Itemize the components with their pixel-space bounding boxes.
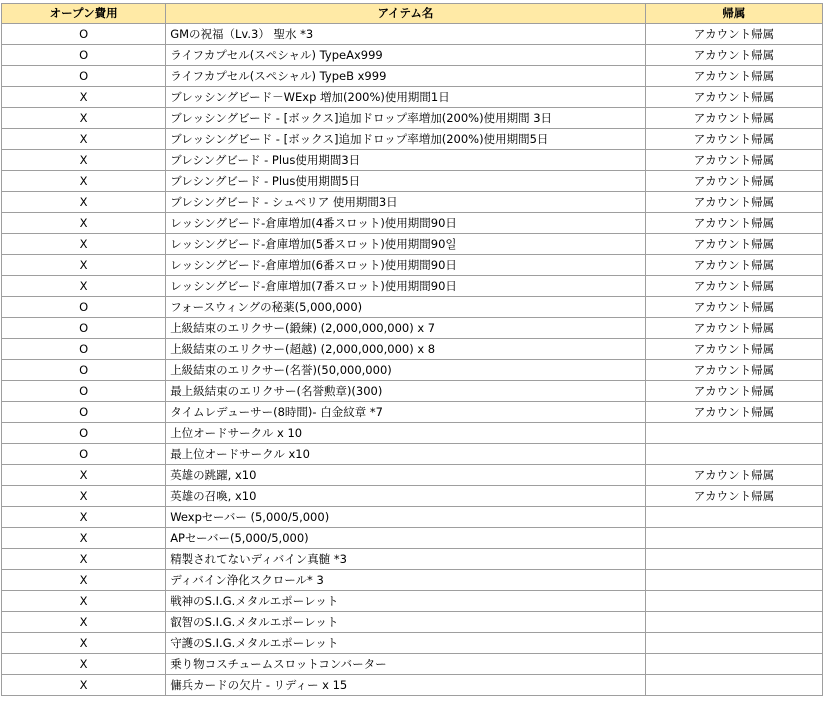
- binding-cell: アカウント帰属: [645, 129, 822, 150]
- item-name-cell: 最上位オードサークル x10: [166, 444, 646, 465]
- binding-cell: [645, 549, 822, 570]
- table-row: [2, 255, 823, 276]
- item-name-cell: 乗り物コスチュームスロットコンバーター: [166, 654, 646, 675]
- binding-cell: [645, 444, 822, 465]
- item-name-cell: タイムレデューサー(8時間)- 白金紋章 *7: [166, 402, 646, 423]
- open-cost-cell: O: [2, 297, 166, 318]
- binding-cell: アカウント帰属: [645, 402, 822, 423]
- binding-cell: アカウント帰属: [645, 381, 822, 402]
- binding-cell: [645, 528, 822, 549]
- open-cost-cell: X: [2, 528, 166, 549]
- item-name-cell: 最上級結束のエリクサー(名誉勲章)(300): [166, 381, 646, 402]
- item-name-cell: 上級結束のエリクサー(名誉)(50,000,000): [166, 360, 646, 381]
- table-row: [2, 486, 823, 507]
- open-cost-cell: O: [2, 423, 166, 444]
- item-name-cell: 叡智のS.I.G.メタルエポーレット: [166, 612, 646, 633]
- table-row: [2, 444, 823, 465]
- binding-cell: アカウント帰属: [645, 297, 822, 318]
- open-cost-cell: X: [2, 276, 166, 297]
- open-cost-cell: X: [2, 234, 166, 255]
- binding-cell: アカウント帰属: [645, 150, 822, 171]
- binding-cell: [645, 675, 822, 696]
- open-cost-cell: X: [2, 255, 166, 276]
- item-name-cell: ブレシングビード - Plus使用期間5日: [166, 171, 646, 192]
- open-cost-cell: X: [2, 486, 166, 507]
- item-name-cell: レッシングビード-倉庫増加(4番スロット)使用期間90日: [166, 213, 646, 234]
- header-open-cost: オープン費用: [2, 4, 166, 24]
- table-row: [2, 150, 823, 171]
- table-row: [2, 360, 823, 381]
- item-name-cell: 上級結束のエリクサー(超越) (2,000,000,000) x 8: [166, 339, 646, 360]
- header-item-name: アイテム名: [166, 4, 646, 24]
- binding-cell: アカウント帰属: [645, 213, 822, 234]
- binding-cell: アカウント帰属: [645, 87, 822, 108]
- open-cost-cell: X: [2, 675, 166, 696]
- header-binding: 帰属: [645, 4, 822, 24]
- open-cost-cell: X: [2, 549, 166, 570]
- binding-cell: アカウント帰属: [645, 486, 822, 507]
- binding-cell: [645, 570, 822, 591]
- open-cost-cell: X: [2, 612, 166, 633]
- open-cost-cell: X: [2, 129, 166, 150]
- binding-cell: アカウント帰属: [645, 255, 822, 276]
- open-cost-cell: O: [2, 66, 166, 87]
- item-name-cell: 英雄の召喚, x10: [166, 486, 646, 507]
- binding-cell: アカウント帰属: [645, 171, 822, 192]
- binding-cell: [645, 423, 822, 444]
- item-name-cell: ブレシングビード - Plus使用期間3日: [166, 150, 646, 171]
- open-cost-cell: O: [2, 444, 166, 465]
- open-cost-cell: X: [2, 108, 166, 129]
- open-cost-cell: O: [2, 24, 166, 45]
- binding-cell: [645, 591, 822, 612]
- binding-cell: アカウント帰属: [645, 192, 822, 213]
- table-row: [2, 507, 823, 528]
- open-cost-cell: O: [2, 318, 166, 339]
- open-cost-cell: O: [2, 45, 166, 66]
- item-name-cell: フォースウィングの秘薬(5,000,000): [166, 297, 646, 318]
- binding-cell: アカウント帰属: [645, 276, 822, 297]
- item-name-cell: ライフカプセル(スペシャル) TypeB x999: [166, 66, 646, 87]
- table-row: [2, 612, 823, 633]
- binding-cell: [645, 633, 822, 654]
- table-row: [2, 381, 823, 402]
- item-name-cell: ブレッシングビード - [ボックス]追加ドロップ率増加(200%)使用期間5日: [166, 129, 646, 150]
- table-row: [2, 234, 823, 255]
- open-cost-cell: X: [2, 654, 166, 675]
- open-cost-cell: O: [2, 360, 166, 381]
- open-cost-cell: X: [2, 171, 166, 192]
- item-name-cell: GMの祝福（Lv.3） 聖水 *3: [166, 24, 646, 45]
- table-row: [2, 24, 823, 45]
- item-name-cell: ブレシングビード - シュペリア 使用期間3日: [166, 192, 646, 213]
- open-cost-cell: O: [2, 381, 166, 402]
- item-name-cell: 傭兵カードの欠片 - リディー x 15: [166, 675, 646, 696]
- item-name-cell: 上級結束のエリクサー(鍛練) (2,000,000,000) x 7: [166, 318, 646, 339]
- table-row: [2, 129, 823, 150]
- open-cost-cell: X: [2, 591, 166, 612]
- binding-cell: [645, 612, 822, 633]
- item-name-cell: 上位オードサークル x 10: [166, 423, 646, 444]
- table-row: [2, 213, 823, 234]
- table-row: [2, 192, 823, 213]
- table-row: [2, 528, 823, 549]
- item-name-cell: Wexpセーバー (5,000/5,000): [166, 507, 646, 528]
- table-row: [2, 423, 823, 444]
- table-row: [2, 108, 823, 129]
- table-row: [2, 675, 823, 696]
- item-name-cell: APセーバー(5,000/5,000): [166, 528, 646, 549]
- item-name-cell: レッシングビード-倉庫増加(6番スロット)使用期間90日: [166, 255, 646, 276]
- table-row: [2, 87, 823, 108]
- table-row: [2, 465, 823, 486]
- open-cost-cell: X: [2, 87, 166, 108]
- open-cost-cell: X: [2, 507, 166, 528]
- item-name-cell: 戦神のS.I.G.メタルエポーレット: [166, 591, 646, 612]
- table-row: [2, 402, 823, 423]
- open-cost-cell: O: [2, 339, 166, 360]
- item-name-cell: レッシングビード-倉庫増加(7番スロット)使用期間90日: [166, 276, 646, 297]
- binding-cell: アカウント帰属: [645, 24, 822, 45]
- table-row: [2, 66, 823, 87]
- table-row: [2, 297, 823, 318]
- open-cost-cell: X: [2, 570, 166, 591]
- item-name-cell: ディバイン浄化スクロール* 3: [166, 570, 646, 591]
- binding-cell: アカウント帰属: [645, 108, 822, 129]
- binding-cell: [645, 507, 822, 528]
- table-row: [2, 45, 823, 66]
- item-name-cell: レッシングビード-倉庫増加(5番スロット)使用期間90일: [166, 234, 646, 255]
- binding-cell: [645, 654, 822, 675]
- table-row: [2, 570, 823, 591]
- table-row: [2, 549, 823, 570]
- item-name-cell: 守護のS.I.G.メタルエポーレット: [166, 633, 646, 654]
- open-cost-cell: X: [2, 465, 166, 486]
- table-row: [2, 633, 823, 654]
- binding-cell: アカウント帰属: [645, 234, 822, 255]
- open-cost-cell: X: [2, 192, 166, 213]
- open-cost-cell: O: [2, 402, 166, 423]
- table-row: [2, 276, 823, 297]
- open-cost-cell: X: [2, 633, 166, 654]
- binding-cell: アカウント帰属: [645, 45, 822, 66]
- binding-cell: アカウント帰属: [645, 66, 822, 87]
- item-name-cell: ブレッシングビード - [ボックス]追加ドロップ率増加(200%)使用期間 3日: [166, 108, 646, 129]
- binding-cell: アカウント帰属: [645, 465, 822, 486]
- item-name-cell: 精製されてないディバイン真髄 *3: [166, 549, 646, 570]
- table-row: [2, 171, 823, 192]
- table-row: [2, 339, 823, 360]
- binding-cell: アカウント帰属: [645, 360, 822, 381]
- open-cost-cell: X: [2, 213, 166, 234]
- item-table: [1, 3, 823, 696]
- binding-cell: アカウント帰属: [645, 318, 822, 339]
- table-row: [2, 591, 823, 612]
- table-row: [2, 318, 823, 339]
- item-name-cell: ライフカプセル(スペシャル) TypeAx999: [166, 45, 646, 66]
- binding-cell: アカウント帰属: [645, 339, 822, 360]
- table-row: [2, 654, 823, 675]
- header-row: [2, 4, 823, 24]
- open-cost-cell: X: [2, 150, 166, 171]
- item-name-cell: ブレッシングビード－WExp 増加(200%)使用期間1日: [166, 87, 646, 108]
- item-name-cell: 英雄の跳躍, x10: [166, 465, 646, 486]
